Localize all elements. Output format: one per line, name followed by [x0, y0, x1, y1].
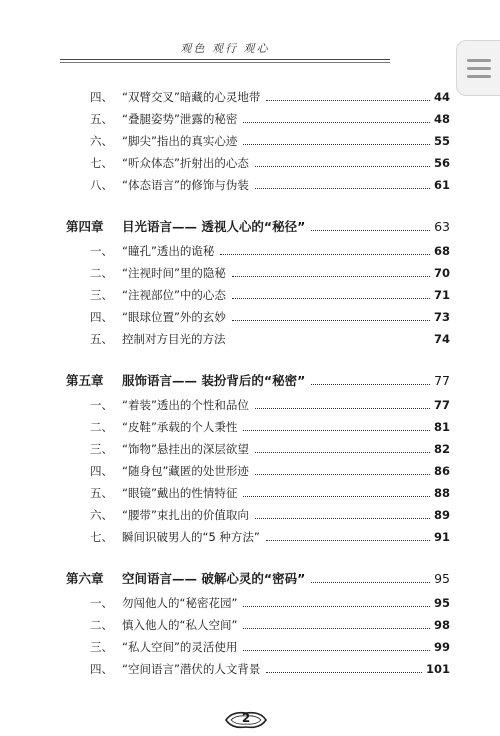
toc-entry-title: 慎入他人的“私人空间” [122, 618, 238, 632]
header-rule [60, 59, 390, 60]
toc-entry-number: 三、 [90, 640, 113, 654]
toc-entry-title: “眼镜”戴出的性情特征 [122, 486, 238, 500]
toc-entry-page: 89 [433, 508, 450, 522]
toc-entry-number: 四、 [90, 464, 113, 478]
toc-entry-title: 勿闯他人的“秘密花园” [122, 596, 238, 610]
toc-entry[interactable] [90, 524, 450, 544]
toc-entry-title: “体态语言”的修饰与伪装 [122, 178, 249, 192]
toc-entry-title: “双臂交叉”暗藏的心灵地带 [122, 90, 261, 104]
hamburger-menu-icon [467, 59, 491, 62]
toc-entry-title: “随身包”藏匿的处世形迹 [122, 464, 249, 478]
toc-entry[interactable] [90, 634, 450, 654]
toc-chapter-heading[interactable] [66, 214, 450, 234]
toc-entry[interactable] [90, 326, 450, 346]
toc-entry-number: 二、 [90, 618, 113, 632]
chapter-number: 第四章 [66, 219, 104, 234]
toc-entry-page: 48 [433, 112, 450, 126]
toc-entry-page: 71 [433, 288, 450, 302]
toc-entry-title: “空间语言”潜伏的人文背景 [122, 662, 261, 676]
toc-entry[interactable] [90, 436, 450, 456]
hamburger-menu-icon-bar [467, 75, 491, 78]
toc-entry[interactable] [90, 150, 450, 170]
dot-leader [311, 383, 430, 385]
toc-entry-page: 88 [433, 486, 450, 500]
dot-leader [243, 605, 430, 607]
toc-entry[interactable] [90, 260, 450, 280]
chapter-page: 77 [434, 373, 450, 388]
toc-entry-page: 44 [433, 90, 450, 104]
chapter-page: 63 [434, 219, 450, 234]
toc-entry-title: “饰物”悬挂出的深层欲望 [122, 442, 249, 456]
toc-entry-page: 70 [433, 266, 450, 280]
toc-chapter-heading[interactable] [66, 368, 450, 388]
toc-entry-number: 一、 [90, 596, 113, 610]
toc-entry-page: 91 [433, 530, 450, 544]
chapter-page: 95 [434, 571, 450, 586]
dot-leader [243, 143, 430, 145]
toc-entry-title: “皮鞋”承载的个人秉性 [122, 420, 238, 434]
toc-entry-page: 82 [433, 442, 450, 456]
toc-entry-page: 61 [433, 178, 450, 192]
toc-entry-page: 68 [433, 244, 450, 258]
page-number: 2 [241, 711, 251, 725]
toc-entry-title: “瞳孔”透出的诡秘 [122, 244, 215, 258]
chapter-number: 第五章 [66, 373, 104, 388]
toc-entry-number: 六、 [90, 134, 113, 148]
dot-leader [232, 341, 430, 343]
toc-entry-number: 一、 [90, 398, 113, 412]
toc-entry-page: 74 [433, 332, 450, 346]
toc-entry[interactable] [90, 106, 450, 126]
dot-leader [243, 495, 430, 497]
toc-entry-title: “叠腿姿势”泄露的秘密 [122, 112, 238, 126]
dot-leader [243, 627, 430, 629]
toc-entry[interactable] [90, 612, 450, 632]
dot-leader [311, 229, 430, 231]
dot-leader [255, 165, 430, 167]
dot-leader [266, 539, 430, 541]
toc-entry[interactable] [90, 84, 450, 104]
dot-leader [255, 517, 430, 519]
toc-entry-number: 四、 [90, 662, 113, 676]
toc-entry-page: 73 [433, 310, 450, 324]
toc-entry-page: 77 [433, 398, 450, 412]
toc-entry-page: 56 [433, 156, 450, 170]
toc-entry-number: 五、 [90, 486, 113, 500]
toc-entry-number: 一、 [90, 244, 113, 258]
toc-entry-title: “听众体态”折射出的心态 [122, 156, 249, 170]
toc-entry-title: “着装”透出的个性和品位 [122, 398, 249, 412]
chapter-title: 目光语言—— 透视人心的“秘径” [122, 219, 306, 234]
dot-leader [255, 407, 430, 409]
toc-entry-page: 101 [425, 662, 450, 676]
toc-entry-number: 八、 [90, 178, 113, 192]
dot-leader [232, 319, 430, 321]
toc-entry-number: 三、 [90, 288, 113, 302]
toc-entry-number: 六、 [90, 508, 113, 522]
dot-leader [266, 99, 430, 101]
toc-entry[interactable] [90, 392, 450, 412]
toc-entry[interactable] [90, 282, 450, 302]
toc-entry-page: 98 [433, 618, 450, 632]
dot-leader [255, 451, 430, 453]
dot-leader [232, 297, 430, 299]
toc-entry-title: “私人空间”的灵活使用 [122, 640, 238, 654]
toc-entry-title: “注视部位”中的心态 [122, 288, 226, 302]
dot-leader [255, 187, 430, 189]
dot-leader [232, 275, 430, 277]
toc-entry-page: 99 [433, 640, 450, 654]
toc-entry-page: 95 [433, 596, 450, 610]
toc-entry-number: 四、 [90, 90, 113, 104]
toc-entry-title: “腰带”束扎出的价值取向 [122, 508, 249, 522]
chapter-number: 第六章 [66, 571, 104, 586]
toc-entry-number: 七、 [90, 156, 113, 170]
toc-entry-number: 二、 [90, 266, 113, 280]
dot-leader [243, 649, 430, 651]
toc-entry-title: 瞬间识破男人的“5 种方法” [122, 530, 260, 544]
dot-leader [220, 253, 430, 255]
toc-entry-title: “脚尖”指出的真实心迹 [122, 134, 238, 148]
toc-entry[interactable] [90, 172, 450, 192]
toc-entry[interactable] [90, 458, 450, 478]
toc-entry-page: 86 [433, 464, 450, 478]
dot-leader [243, 121, 430, 123]
dot-leader [255, 473, 430, 475]
toc-entry[interactable] [90, 414, 450, 434]
header-rule-thin [60, 62, 390, 63]
chapter-title: 服饰语言—— 装扮背后的“秘密” [122, 373, 306, 388]
toc-entry[interactable] [90, 304, 450, 324]
toc-entry[interactable] [90, 502, 450, 522]
hamburger-menu-icon-bar [467, 67, 491, 70]
toc-entry-title: 控制对方目光的方法 [122, 332, 226, 346]
toc-entry[interactable] [90, 656, 450, 676]
toc-entry[interactable] [90, 480, 450, 500]
toc-entry-title: “眼球位置”外的玄妙 [122, 310, 226, 324]
toc-entry-number: 七、 [90, 530, 113, 544]
running-header: 观色 观行 观心 [180, 42, 270, 55]
chapter-title: 空间语言—— 破解心灵的“密码” [122, 571, 306, 586]
toc-entry-page: 81 [433, 420, 450, 434]
toc-chapter-heading[interactable] [66, 566, 450, 586]
toc-entry[interactable] [90, 590, 450, 610]
toc-entry-number: 三、 [90, 442, 113, 456]
toc-entry-page: 55 [433, 134, 450, 148]
toc-entry-number: 五、 [90, 112, 113, 126]
toc-entry[interactable] [90, 238, 450, 258]
toc-entry-number: 四、 [90, 310, 113, 324]
toc-entry-number: 五、 [90, 332, 113, 346]
dot-leader [243, 429, 430, 431]
dot-leader [311, 581, 430, 583]
toc-entry-number: 二、 [90, 420, 113, 434]
toc-entry-title: “注视时间”里的隐秘 [122, 266, 226, 280]
toc-entry[interactable] [90, 128, 450, 148]
hamburger-menu-button[interactable] [456, 40, 500, 96]
dot-leader [266, 671, 422, 673]
